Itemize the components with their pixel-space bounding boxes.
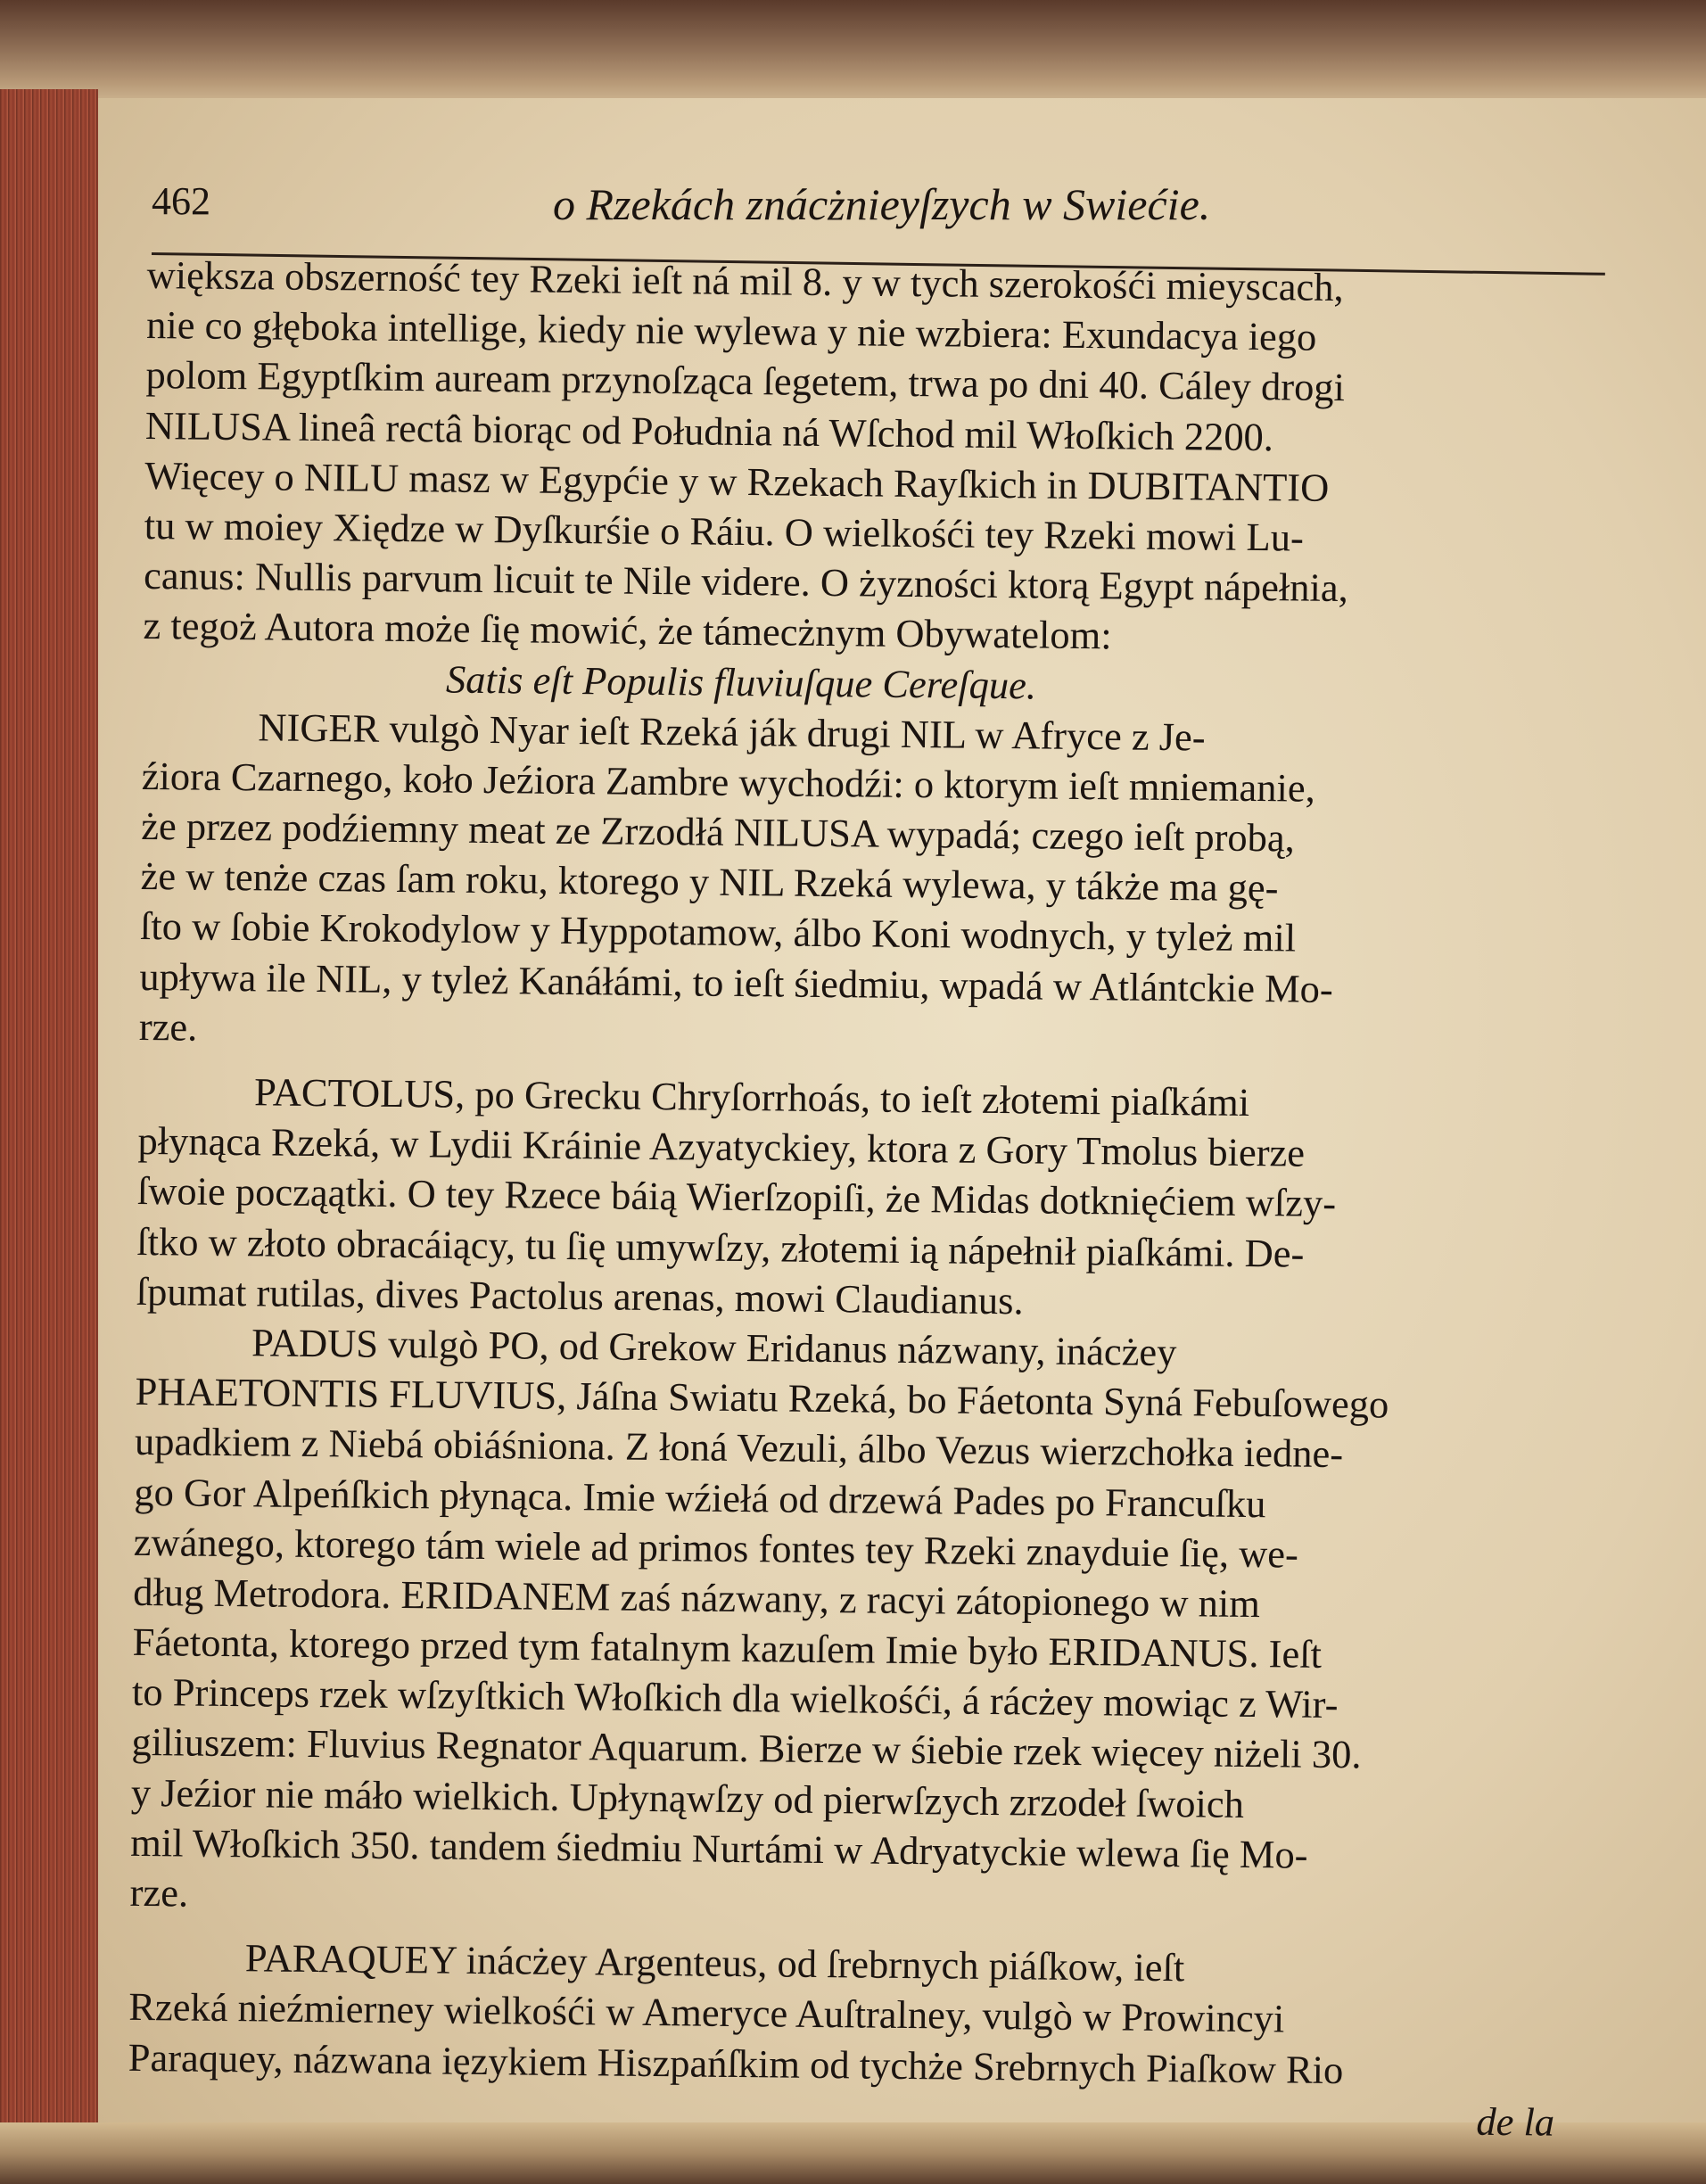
text-line: ſtko w złoto obracáiący, tu ſię umywſzy, złotemi ią nápełnił piaſkámi. De- xyxy=(136,1218,1305,1276)
text-line: mil Włoſkich 350. tandem śiedmiu Nurtámi w Adryatyckie wlewa ſię Mo- xyxy=(130,1819,1308,1877)
paragraph-start-niger: NIGER vulgò Nyar ieſt Rzeká ják drugi NIL w Afryce z Je- xyxy=(258,705,1206,760)
verse-line: Satis eſt Populis fluviuſque Cereſque. xyxy=(445,656,1037,707)
page-header xyxy=(152,178,1578,241)
text-line: dług Metrodora. ERIDANEM zaś názwany, z racyi zátopionego w nim xyxy=(132,1569,1261,1627)
book-page-edges xyxy=(0,89,98,2184)
text-line: NILUSA lineâ rectâ biorąc od Południa ná Wſchod mil Włoſkich 2200. xyxy=(144,402,1274,459)
text-line: większa obszerność tey Rzeki ieſt ná mil 8. y w tych szerokośći mieyscach, xyxy=(146,251,1344,310)
book-top-edge xyxy=(0,0,1706,111)
text-line: ſwoie począątki. O tey Rzece báią Wierſzopiſi, że Midas dotknięćiem wſzy- xyxy=(136,1168,1337,1226)
text-line: Fáetonta, ktorego przed tym fatalnym kazuſem Imie było ERIDANUS. Ieſt xyxy=(132,1619,1323,1677)
body-text xyxy=(128,250,1610,2147)
text-line: upadkiem z Niebá obiáśniona. Z łoná Vezuli, álbo Vezus wierzchołka iedne- xyxy=(134,1419,1344,1477)
paragraph-start-paraquey: PARAQUEY inácżey Argenteus, od ſrebrnych piáſkow, ieſt xyxy=(244,1935,1185,1990)
text-line: że w tenże czas ſam roku, ktorego y NIL Rzeká wylewa, y tákże ma gę- xyxy=(140,853,1279,911)
text-line: nie co głęboka intellige, kiedy nie wylewa y nie wzbiera: Exundacya iego xyxy=(145,302,1317,359)
text-line: tu w moiey Xiędze w Dyſkurśie o Ráiu. O wielkośći tey Rzeki mowi Lu- xyxy=(144,502,1305,560)
text-line: Rzeká nieźmierney wielkośći w Ameryce Auſtralney, vulgò w Prowincyi xyxy=(128,1984,1285,2041)
text-line: giliuszem: Fluvius Regnator Aquarum. Bierze w śiebie rzek więcey niżeli 30. xyxy=(131,1719,1362,1777)
text-line: z tegoż Autora może ſię mowić, że támecżnym Obywatelom: xyxy=(143,603,1112,658)
text-line: zwánego, ktorego tám wiele ad primos fontes tey Rzeki znayduie ſię, we- xyxy=(133,1519,1299,1577)
text-line: ſpumat rutilas, dives Pactolus arenas, mowi Claudianus. xyxy=(136,1268,1024,1323)
text-line: to Princeps rzek wſzyſtkich Włoſkich dla wielkośći, á rácżey mowiąc z Wir- xyxy=(131,1669,1339,1727)
text-line: upływa ile NIL, y tyleż Kanáłámi, to ieſt śiedmiu, wpadá w Atlántckie Mo- xyxy=(139,953,1334,1011)
catchword: de la xyxy=(1476,2098,1555,2145)
paragraph-start-padus: PADUS vulgò PO, od Grekow Eridanus názwany, inácżey xyxy=(251,1320,1177,1375)
text-line: y Jeźior nie máło wielkich. Upłynąwſzy od pierwſzych zrzodeł ſwoich xyxy=(130,1769,1245,1826)
text-line: ſto w ſobie Krokodylow y Hyppotamow, álbo Koni wodnych, y tyleż mil xyxy=(139,903,1297,960)
text-line: Paraquey, názwana ięzykiem Hiszpańſkim od tychże Srebrnych Piaſkow Rio xyxy=(128,2034,1344,2092)
page-number: 462 xyxy=(152,179,210,223)
text-line: polom Egyptſkim auream przynoſząca ſegetem, trwa po dni 40. Cáley drogi xyxy=(145,352,1346,410)
text-line: go Gor Alpeńſkich płynąca. Imie wźiełá od drzewá Pades po Francuſku xyxy=(134,1469,1266,1526)
text-line: canus: Nullis parvum licuit te Nile videre. O żyzności ktorą Egypt nápełnia, xyxy=(143,553,1349,611)
text-line: PHAETONTIS FLUVIUS, Jáſna Swiatu Rzeká, bo Fáetonta Syná Febuſowego xyxy=(135,1369,1389,1427)
paragraph-start-pactolus: PACTOLUS, po Grecku Chryſorrhoás, to ieſt złotemi piaſkámi xyxy=(253,1069,1250,1125)
text-line: źiora Czarnego, koło Jeźiora Zambre wychodźi: o ktorym ieſt mniemanie, xyxy=(141,753,1316,811)
text-line: że przez podźiemny meat ze Zrzodłá NILUSA wypadá; czego ieſt probą, xyxy=(140,804,1296,861)
text-line: rze. xyxy=(138,1003,198,1050)
text-line: rze. xyxy=(129,1869,189,1916)
text-line: Więcey o NILU masz w Egypćie y w Rzekach Rayſkich in DUBITANTIO xyxy=(144,452,1330,510)
text-line: płynąca Rzeká, w Lydii Kráinie Azyatyckiey, ktora z Gory Tmolus bierze xyxy=(137,1118,1306,1175)
running-head: o Rzekách znácżnieyſzych w Swiećie. xyxy=(553,179,1211,229)
